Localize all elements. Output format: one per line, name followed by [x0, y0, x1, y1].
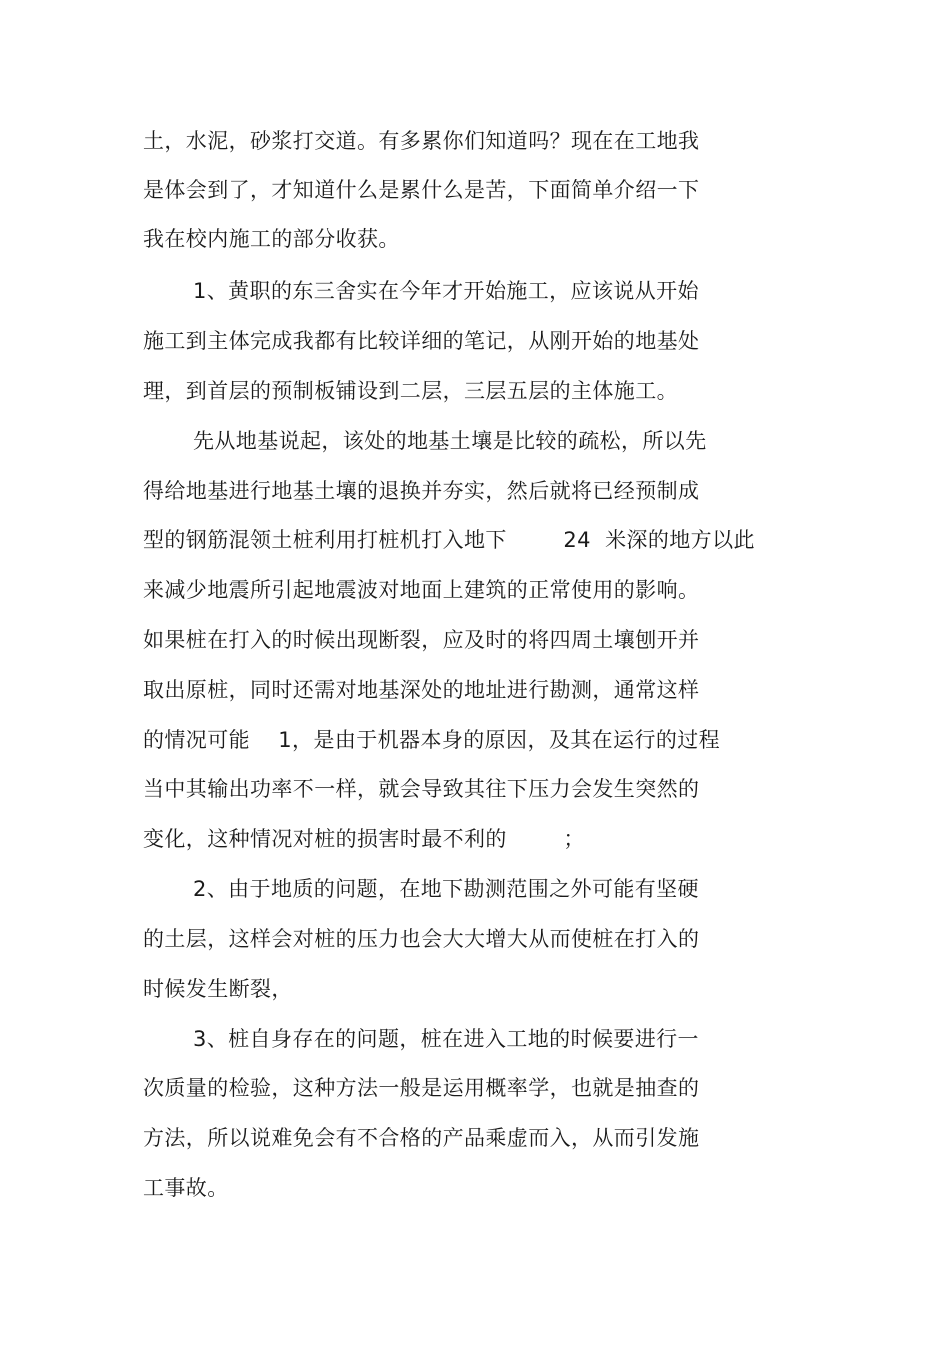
text-line: 如果桩在打入的时候出现断裂，应及时的将四周土壤刨开并	[143, 628, 700, 652]
text-line: 次质量的检验，这种方法一般是运用概率学，也就是抽查的	[143, 1076, 700, 1100]
text-line: 得给地基进行地基土壤的退换并夯实，然后就将已经预制成	[143, 479, 700, 503]
text-line: 变化，这种情况对桩的损害时最不利的 ；	[143, 827, 585, 851]
text-line: 方法，所以说难免会有不合格的产品乘虚而入，从而引发施	[143, 1126, 700, 1150]
text-line: 理，到首层的预制板铺设到二层，三层五层的主体施工。	[143, 379, 678, 403]
text-line: 型的钢筋混领土桩利用打桩机打入地下 24 米深的地方以此	[143, 528, 755, 552]
text-line: 的情况可能 1，是由于机器本身的原因，及其在运行的过程	[143, 728, 721, 752]
paragraph-start-line: 1、黄职的东三舍实在今年才开始施工，应该说从开始	[193, 279, 699, 303]
text-line: 施工到主体完成我都有比较详细的笔记，从刚开始的地基处	[143, 329, 700, 353]
paragraph-start-line: 先从地基说起，该处的地基土壤是比较的疏松，所以先	[193, 429, 707, 453]
text-line: 取出原桩，同时还需对地基深处的地址进行勘测，通常这样	[143, 678, 700, 702]
text-line: 当中其输出功率不一样，就会导致其往下压力会发生突然的	[143, 777, 700, 801]
text-line: 是体会到了，才知道什么是累什么是苦，下面简单介绍一下	[143, 178, 700, 202]
text-line: 时候发生断裂，	[143, 977, 293, 1001]
text-line: 土，水泥，砂浆打交道。有多累你们知道吗？现在在工地我	[143, 129, 700, 153]
text-line: 工事故。	[143, 1176, 229, 1200]
text-line: 的土层，这样会对桩的压力也会大大增大从而使桩在打入的	[143, 927, 700, 951]
paragraph-start-line: 3、桩自身存在的问题，桩在进入工地的时候要进行一	[193, 1027, 699, 1051]
text-line: 来减少地震所引起地震波对地面上建筑的正常使用的影响。	[143, 578, 700, 602]
text-line: 我在校内施工的部分收获。	[143, 227, 400, 251]
paragraph-start-line: 2、由于地质的问题，在地下勘测范围之外可能有坚硬	[193, 877, 699, 901]
